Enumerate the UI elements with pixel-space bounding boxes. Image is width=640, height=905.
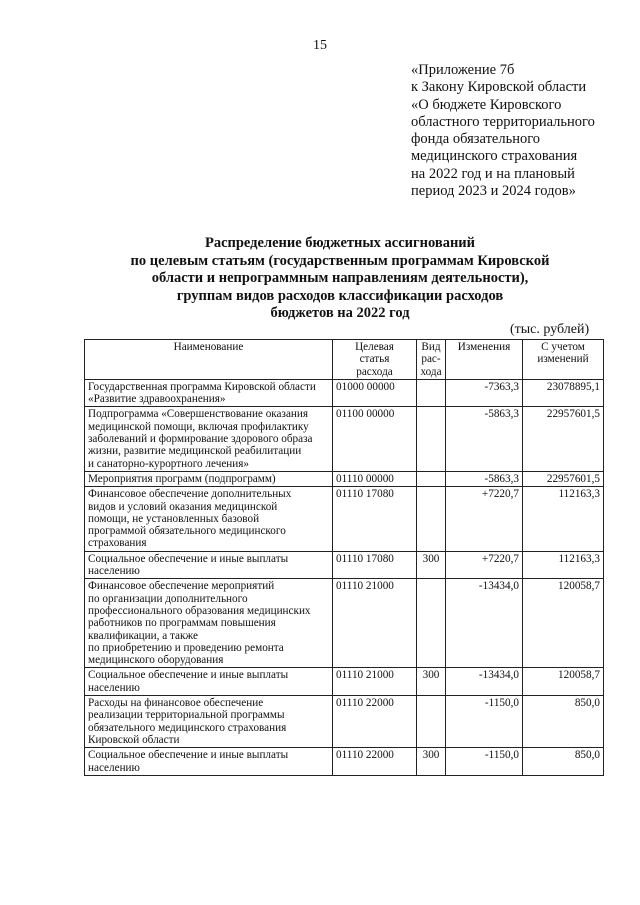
- table-row: [85, 696, 604, 748]
- cell-expense-kind: 300: [417, 551, 446, 579]
- units-label: (тыс. рублей): [510, 322, 590, 337]
- header-target-article: [333, 340, 417, 380]
- header-total-with-changes: [523, 340, 604, 380]
- cell-name-line: Социальное обеспечение и иные выплаты: [88, 749, 289, 762]
- cell-name-line: Мероприятия программ (подпрограмм): [88, 472, 276, 485]
- cell-name-line: Кировской области: [88, 733, 180, 746]
- cell-name-line: квалификации, а также: [88, 629, 198, 642]
- cell-name-line: медицинской помощи, включая профилактику: [88, 420, 309, 433]
- appendix-line: «О бюджете Кировского: [411, 96, 562, 113]
- cell-total: 850,0: [523, 696, 604, 748]
- table-row: [85, 748, 604, 776]
- table-row: [85, 407, 604, 471]
- cell-expense-kind: [417, 407, 446, 471]
- cell-name-line: помощи, не установленных базовой: [88, 512, 260, 525]
- cell-name: [85, 668, 333, 696]
- cell-name-line: обязательного медицинского страхования: [88, 721, 287, 734]
- cell-total: 23078895,1: [523, 379, 604, 407]
- table-row: [85, 487, 604, 551]
- cell-target-article: 01110 22000: [333, 748, 417, 776]
- appendix-line: «Приложение 7б: [411, 62, 515, 78]
- header-line: изменений: [537, 353, 589, 366]
- appendix-line: фонда обязательного: [411, 131, 541, 148]
- table-row: [85, 379, 604, 407]
- cell-target-article: 01110 22000: [333, 696, 417, 748]
- cell-name: [85, 471, 333, 486]
- appendix-line: период 2023 и 2024 годов»: [411, 183, 576, 200]
- cell-name-line: Финансовое обеспечение мероприятий: [88, 580, 275, 593]
- title-line: бюджетов на 2022 год: [270, 305, 410, 321]
- cell-name-line: Социальное обеспечение и иные выплаты: [88, 552, 289, 565]
- cell-name-line: населению: [88, 565, 140, 578]
- cell-name-line: профессионального образования медицинских: [88, 604, 311, 617]
- cell-total: 112163,3: [523, 487, 604, 551]
- header-line: Вид: [421, 341, 441, 353]
- header-line: Целевая: [355, 341, 394, 353]
- appendix-line: медицинского страхования: [411, 148, 578, 165]
- document-title: [60, 235, 620, 323]
- table-row: [85, 471, 604, 486]
- cell-name: [85, 379, 333, 407]
- cell-name: [85, 407, 333, 471]
- cell-target-article: 01110 17080: [333, 487, 417, 551]
- cell-name-line: видов и условий оказания медицинской: [88, 500, 278, 513]
- cell-name-line: реализации территориальной программы: [88, 709, 285, 722]
- table-row: [85, 551, 604, 579]
- appendix-line: областного территориального: [411, 113, 595, 130]
- cell-changes: -13434,0: [446, 668, 523, 696]
- page-number: 15: [313, 38, 327, 53]
- table-header-row: [85, 340, 604, 380]
- cell-expense-kind: 300: [417, 668, 446, 696]
- cell-changes: -1150,0: [446, 748, 523, 776]
- cell-total: 22957601,5: [523, 407, 604, 471]
- cell-changes: +7220,7: [446, 551, 523, 579]
- header-line: рас-: [421, 353, 441, 366]
- cell-total: 850,0: [523, 748, 604, 776]
- cell-name-line: Расходы на финансовое обеспечение: [88, 697, 264, 710]
- cell-total: 112163,3: [523, 551, 604, 579]
- cell-expense-kind: [417, 696, 446, 748]
- cell-name-line: жизни, развитие медицинской реабилитации: [88, 445, 302, 458]
- table-row: [85, 579, 604, 668]
- appendix-line: на 2022 год и на плановый: [411, 165, 575, 182]
- header-expense-kind: [417, 340, 446, 380]
- cell-name: [85, 579, 333, 668]
- cell-total: 120058,7: [523, 579, 604, 668]
- cell-changes: -5863,3: [446, 407, 523, 471]
- cell-name: [85, 487, 333, 551]
- budget-table: [84, 339, 604, 776]
- cell-name-line: заболеваний и формирование здорового образа: [88, 433, 313, 446]
- cell-changes: -5863,3: [446, 471, 523, 486]
- cell-name-line: по приобретению и проведению ремонта: [88, 641, 284, 654]
- cell-expense-kind: [417, 487, 446, 551]
- cell-changes: -13434,0: [446, 579, 523, 668]
- cell-expense-kind: 300: [417, 748, 446, 776]
- cell-expense-kind: [417, 579, 446, 668]
- cell-name-line: населению: [88, 761, 140, 774]
- cell-changes: -7363,3: [446, 379, 523, 407]
- cell-target-article: 01110 17080: [333, 551, 417, 579]
- title-line: области и непрограммным направлениям деятельности),: [151, 270, 529, 286]
- cell-target-article: 01110 21000: [333, 668, 417, 696]
- header-line: статья: [359, 353, 390, 366]
- cell-name-line: медицинского оборудования: [88, 654, 224, 667]
- cell-name-line: программой обязательного медицинского: [88, 525, 286, 538]
- header-changes: Изменения: [446, 340, 523, 380]
- table-row: [85, 668, 604, 696]
- cell-name: [85, 696, 333, 748]
- cell-target-article: 01110 21000: [333, 579, 417, 668]
- header-line: хода: [420, 365, 442, 378]
- header-line: С учетом: [541, 341, 585, 353]
- cell-target-article: 01000 00000: [333, 379, 417, 407]
- cell-name-line: Финансовое обеспечение дополнительных: [88, 488, 292, 501]
- cell-expense-kind: [417, 379, 446, 407]
- title-line: Распределение бюджетных ассигнований: [204, 235, 476, 251]
- cell-name: [85, 551, 333, 579]
- cell-name-line: Социальное обеспечение и иные выплаты: [88, 669, 289, 682]
- cell-name-line: «Развитие здравоохранения»: [88, 393, 226, 406]
- cell-changes: -1150,0: [446, 696, 523, 748]
- cell-total: 22957601,5: [523, 471, 604, 486]
- cell-target-article: 01110 00000: [333, 471, 417, 486]
- cell-name: [85, 748, 333, 776]
- cell-name-line: по организации дополнительного: [88, 592, 248, 605]
- cell-name-line: и санаторно-курортного лечения»: [88, 457, 249, 470]
- title-line: по целевым статьям (государственным программам Кировской: [130, 252, 550, 269]
- cell-name-line: населению: [88, 681, 140, 694]
- appendix-header: [411, 62, 631, 200]
- cell-expense-kind: [417, 471, 446, 486]
- cell-name-line: Подпрограмма «Совершенствование оказания: [88, 408, 309, 421]
- header-line: расхода: [356, 365, 393, 378]
- title-line: группам видов расходов классификации расходов: [176, 287, 504, 304]
- cell-name-line: Государственная программа Кировской области: [88, 380, 316, 393]
- cell-name-line: страхования: [88, 537, 147, 550]
- cell-changes: +7220,7: [446, 487, 523, 551]
- appendix-line: к Закону Кировской области: [411, 79, 587, 96]
- cell-name-line: работников по программам повышения: [88, 617, 276, 630]
- header-name: Наименование: [85, 340, 333, 380]
- cell-target-article: 01100 00000: [333, 407, 417, 471]
- cell-total: 120058,7: [523, 668, 604, 696]
